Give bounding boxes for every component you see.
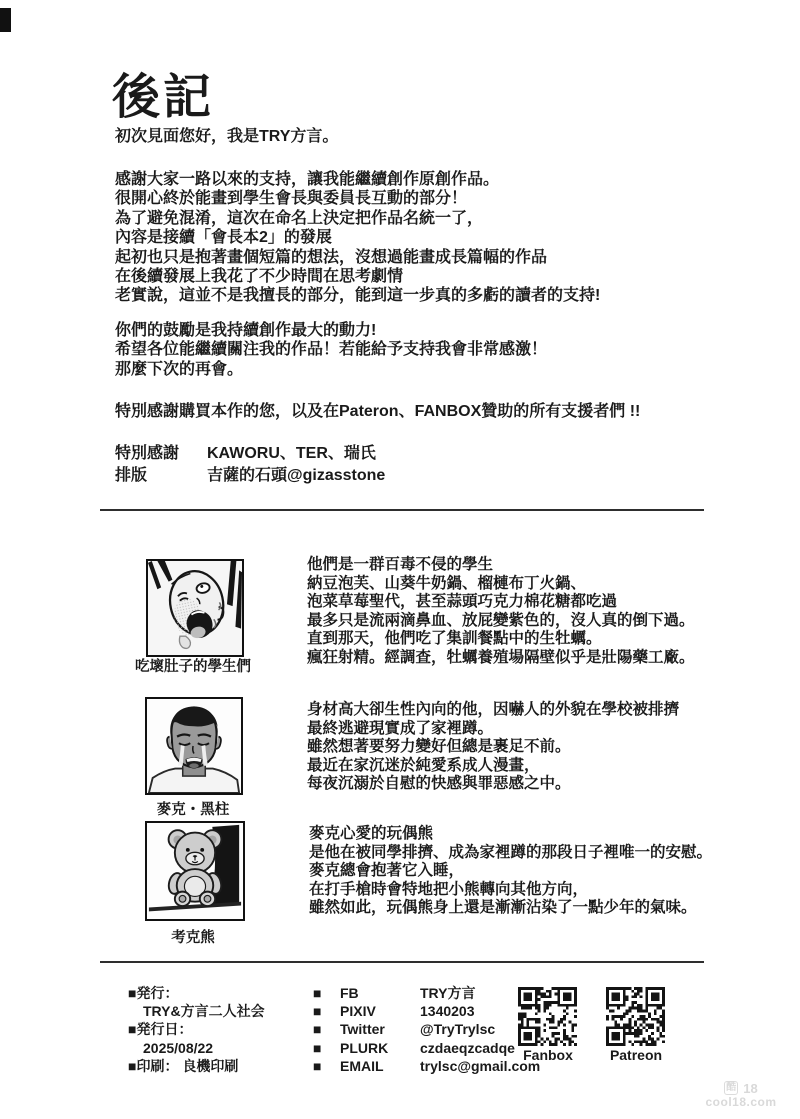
watermark-badge: 酷 [726, 1082, 737, 1093]
credit-row-special-thanks [115, 443, 385, 465]
character-name-mike: 麥克・黑柱 [156, 802, 230, 818]
credit-label: 特別感謝 [115, 445, 180, 462]
crying-man-portrait [145, 697, 243, 795]
watermark-site: cool18.com [705, 1095, 777, 1109]
square-bullet-icon: ■ [313, 1057, 322, 1074]
teddy-bear-illustration [147, 823, 243, 919]
contact-value: trylsc@gmail.com [420, 1057, 541, 1074]
colophon-publisher-block: ■発行： TRY&方言二人社会 ■発行日： 2025/08/22 ■印刷： 良機印刷 [128, 985, 265, 1074]
site-watermark [700, 1081, 782, 1109]
contact-label: PIXIV [340, 1003, 376, 1020]
square-bullet-icon: ■ [313, 1021, 322, 1038]
contact-label: FB [340, 985, 359, 1001]
contact-row-twitter [313, 1020, 540, 1038]
contact-row-fb [313, 984, 540, 1002]
credits-block [115, 443, 385, 487]
page-title: 後記 [112, 71, 215, 124]
screaming-student-portrait [146, 559, 244, 657]
afterword-paragraph-1: 感謝大家一路以來的支持，讓我能繼續創作原創作品。 很開心終於能畫到學生會長與委員長互動的部分！ 為了避免混淆，這次在命名上決定把作品名統一了， 內容是接續「會長本2」的發展 起初也只是抱著畫個短篇的想法，沒想過能畫成長篇幅的作品 在後續發展上我花了不少時間在思考劇情 老實說，這並不是我擅長的部分，能到這一步真的多虧的讀者的支持! [115, 171, 601, 305]
character-description-bear: 麥克心愛的玩偶熊 是他在被同學排擠、成為家裡蹲的那段日子裡唯一的安慰。 麥克總會抱著它入睡， 在打手槍時會特地把小熊轉向其他方向， 雖然如此，玩偶熊身上還是漸漸沾染了一點少年的氣味。 [309, 825, 713, 917]
patreon-qr-label: Patreon [609, 1047, 663, 1063]
character-name-bear: 考克熊 [171, 930, 215, 946]
contact-value: @TryTrylsc [420, 1021, 496, 1038]
fanbox-qr-code [518, 987, 577, 1046]
contact-label: PLURK [340, 1039, 389, 1056]
special-thanks-line: 特別感謝購買本作的您，以及在Pateron、FANBOX贊助的所有支援者們 !! [115, 403, 641, 420]
screaming-student-illustration [148, 561, 242, 655]
square-bullet-icon: ■ [313, 985, 322, 1001]
character-description-mike: 身材高大卻生性內向的他，因嚇人的外貌在學校被排擠 最終逃避現實成了家裡蹲。 雖然想著要努力變好但總是裹足不前。 最近在家沉迷於純愛系成人漫畫， 每夜沉溺於自慰的快感與罪惡感之中。 [307, 701, 680, 793]
square-bullet-icon: ■ [313, 1039, 322, 1056]
fanbox-qr-label: Fanbox [523, 1047, 573, 1063]
patreon-qr-code [606, 987, 665, 1046]
intro-line: 初次見面您好，我是TRY方言。 [115, 128, 339, 145]
character-name-students: 吃壞肚子的學生們 [135, 659, 251, 675]
crying-man-illustration [147, 699, 241, 793]
contact-value: TRY方言 [420, 985, 476, 1001]
contact-row-pixiv [313, 1002, 540, 1020]
section-divider [100, 509, 704, 511]
contact-value: 1340203 [420, 1003, 475, 1020]
teddy-bear-portrait [145, 821, 245, 921]
credit-row-layout [115, 465, 385, 487]
contact-label: EMAIL [340, 1057, 384, 1074]
contact-label: Twitter [340, 1021, 385, 1038]
square-bullet-icon: ■ [313, 1003, 322, 1020]
watermark-number: 18 [743, 1080, 758, 1096]
footer-divider [100, 961, 704, 963]
credit-value: KAWORU、TER、瑞氏 [207, 445, 376, 462]
contact-value: czdaeqzcadqe [420, 1039, 515, 1056]
character-description-students: 他們是一群百毒不侵的學生 納豆泡芙、山葵牛奶鍋、榴槤布丁火鍋、 泡菜草莓聖代，甚至蒜頭巧克力棉花糖都吃過 最多只是流兩滴鼻血、放屁變紫色的，沒人真的倒下過。 直到那天，他們吃了集訓餐點中的生牡蠣。 瘋狂射精。經調查，牡蠣養殖場隔壁似乎是壯陽藥工廠。 [307, 556, 695, 666]
credit-value: 吉薩的石頭@gizasstone [207, 467, 386, 484]
afterword-paragraph-2: 你們的鼓勵是我持續創作最大的動力! 希望各位能繼續關注我的作品！若能給予支持我會非常感激！ 那麼下次的再會。 [115, 322, 548, 378]
page-corner-mark [0, 8, 11, 32]
credit-label: 排版 [115, 467, 148, 484]
